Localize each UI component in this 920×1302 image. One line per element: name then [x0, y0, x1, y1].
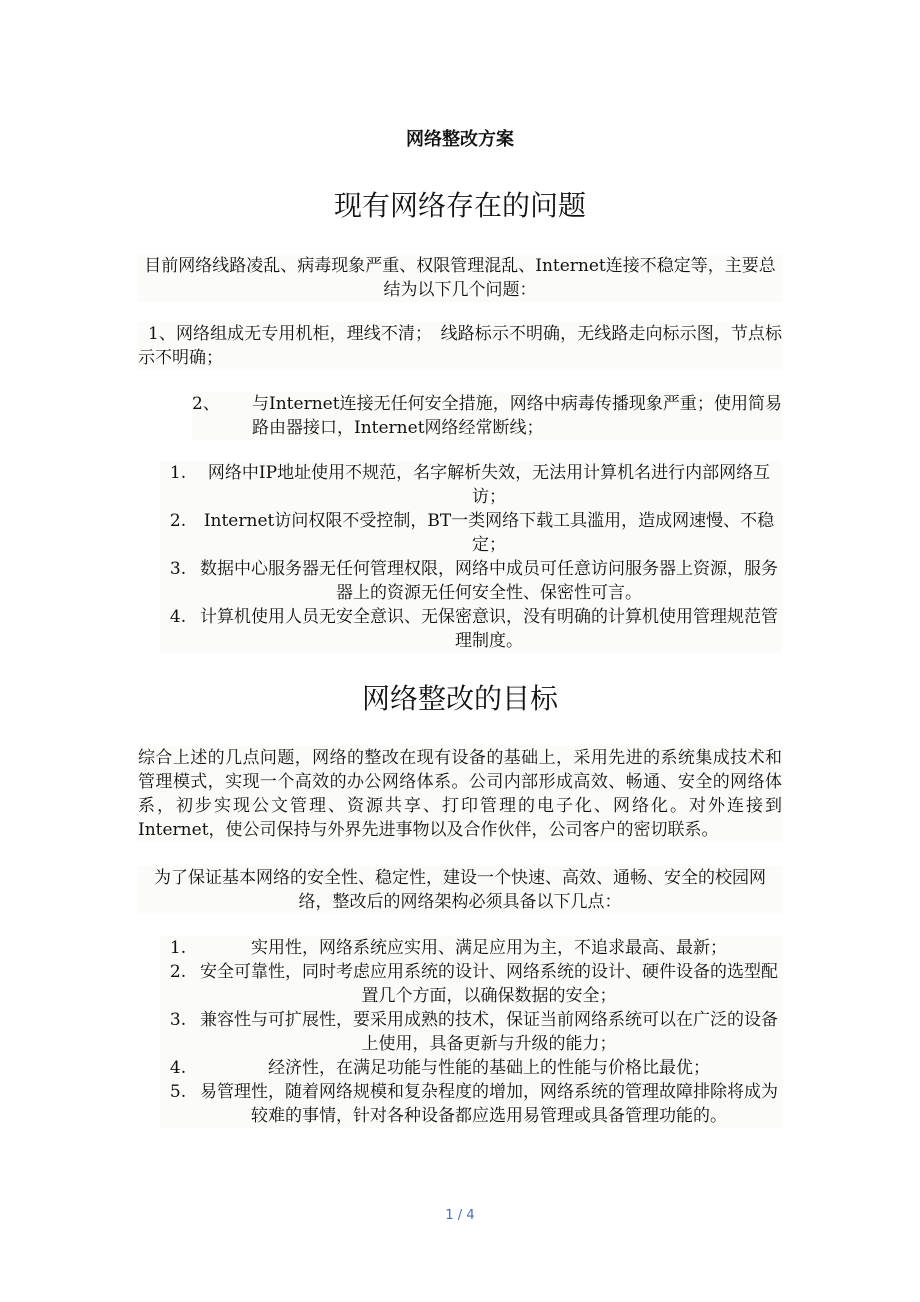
list-item-number: 4.	[169, 1058, 187, 1078]
section-heading-problems: 现有网络存在的问题	[333, 189, 586, 222]
list-item	[160, 936, 782, 960]
list-item-text: Internet访问权限不受控制，BT一类网络下载工具滥用，造成网速慢、不稳定；	[203, 511, 775, 555]
goals-list	[160, 936, 782, 1128]
list-item-number: 5.	[169, 1082, 187, 1102]
goals-requirements-intro: 为了保证基本网络的安全性、稳定性，建设一个快速、高效、通畅、安全的校园网络，整改后的网络架构必须具备以下几点：	[138, 866, 782, 914]
problems-intro: 目前网络线路凌乱、病毒现象严重、权限管理混乱、Internet连接不稳定等，主要总结为以下几个问题：	[138, 254, 782, 302]
problems-list	[160, 461, 782, 653]
list-item-number: 3.	[169, 1010, 187, 1030]
problem-item-2-text: 与Internet连接无任何安全措施，网络中病毒传播现象严重；使用简易路由器接口，Internet网络经常断线；	[252, 394, 782, 438]
goals-paragraph: 综合上述的几点问题，网络的整改在现有设备的基础上，采用先进的系统集成技术和管理模式，实现一个高效的办公网络体系。公司内部形成高效、畅通、安全的网络体系，初步实现公文管理、资源共享、打印管理的电子化、网络化。对外连接到Internet，使公司保持与外界先进事物以及合作伙伴，公司客户的密切联系。	[138, 748, 782, 840]
list-item-text: 网络中IP地址使用不规范，名字解析失效，无法用计算机名进行内部网络互访；	[207, 463, 771, 507]
problem-item-1: 1、网络组成无专用机柜，理线不清； 线路标示不明确，无线路走向标示图，节点标示不明确；	[138, 324, 782, 368]
list-item-number: 3.	[169, 559, 187, 579]
list-item-number: 4.	[169, 607, 187, 627]
document-title: 网络整改方案	[406, 129, 514, 150]
page-number: 1 / 4	[445, 1208, 475, 1223]
list-item-number: 2.	[169, 511, 187, 531]
list-item-text: 易管理性，随着网络规模和复杂程度的增加，网络系统的管理故障排除将成为较难的事情，针对各种设备都应选用易管理或具备管理功能的。	[200, 1082, 778, 1126]
list-item-text: 数据中心服务器无任何管理权限，网络中成员可任意访问服务器上资源，服务器上的资源无任何安全性、保密性可言。	[200, 559, 778, 603]
list-item	[160, 1080, 782, 1128]
list-item	[160, 557, 782, 605]
list-item-text: 实用性，网络系统应实用、满足应用为主，不追求最高、最新；	[251, 938, 727, 958]
list-item-number: 1.	[169, 938, 187, 958]
list-item-text: 经济性，在满足功能与性能的基础上的性能与价格比最优；	[268, 1058, 710, 1078]
list-item	[160, 605, 782, 653]
list-item-text: 兼容性与可扩展性，要采用成熟的技术，保证当前网络系统可以在广泛的设备上使用，具备更新与升级的能力；	[200, 1010, 778, 1054]
problem-item-2	[192, 392, 782, 440]
list-item	[160, 960, 782, 1008]
list-item-text: 安全可靠性，同时考虑应用系统的设计、网络系统的设计、硬件设备的选型配置几个方面，以确保数据的安全；	[200, 962, 778, 1006]
section-heading-goals: 网络整改的目标	[361, 682, 558, 715]
list-item-text: 计算机使用人员无安全意识、无保密意识，没有明确的计算机使用管理规范管理制度。	[200, 607, 778, 651]
list-item	[160, 1056, 782, 1080]
list-item	[160, 461, 782, 509]
list-item	[160, 509, 782, 557]
list-item	[160, 1008, 782, 1056]
problem-item-2-number: 2、	[192, 394, 220, 414]
list-item-number: 2.	[169, 962, 187, 982]
list-item-number: 1.	[169, 463, 187, 483]
